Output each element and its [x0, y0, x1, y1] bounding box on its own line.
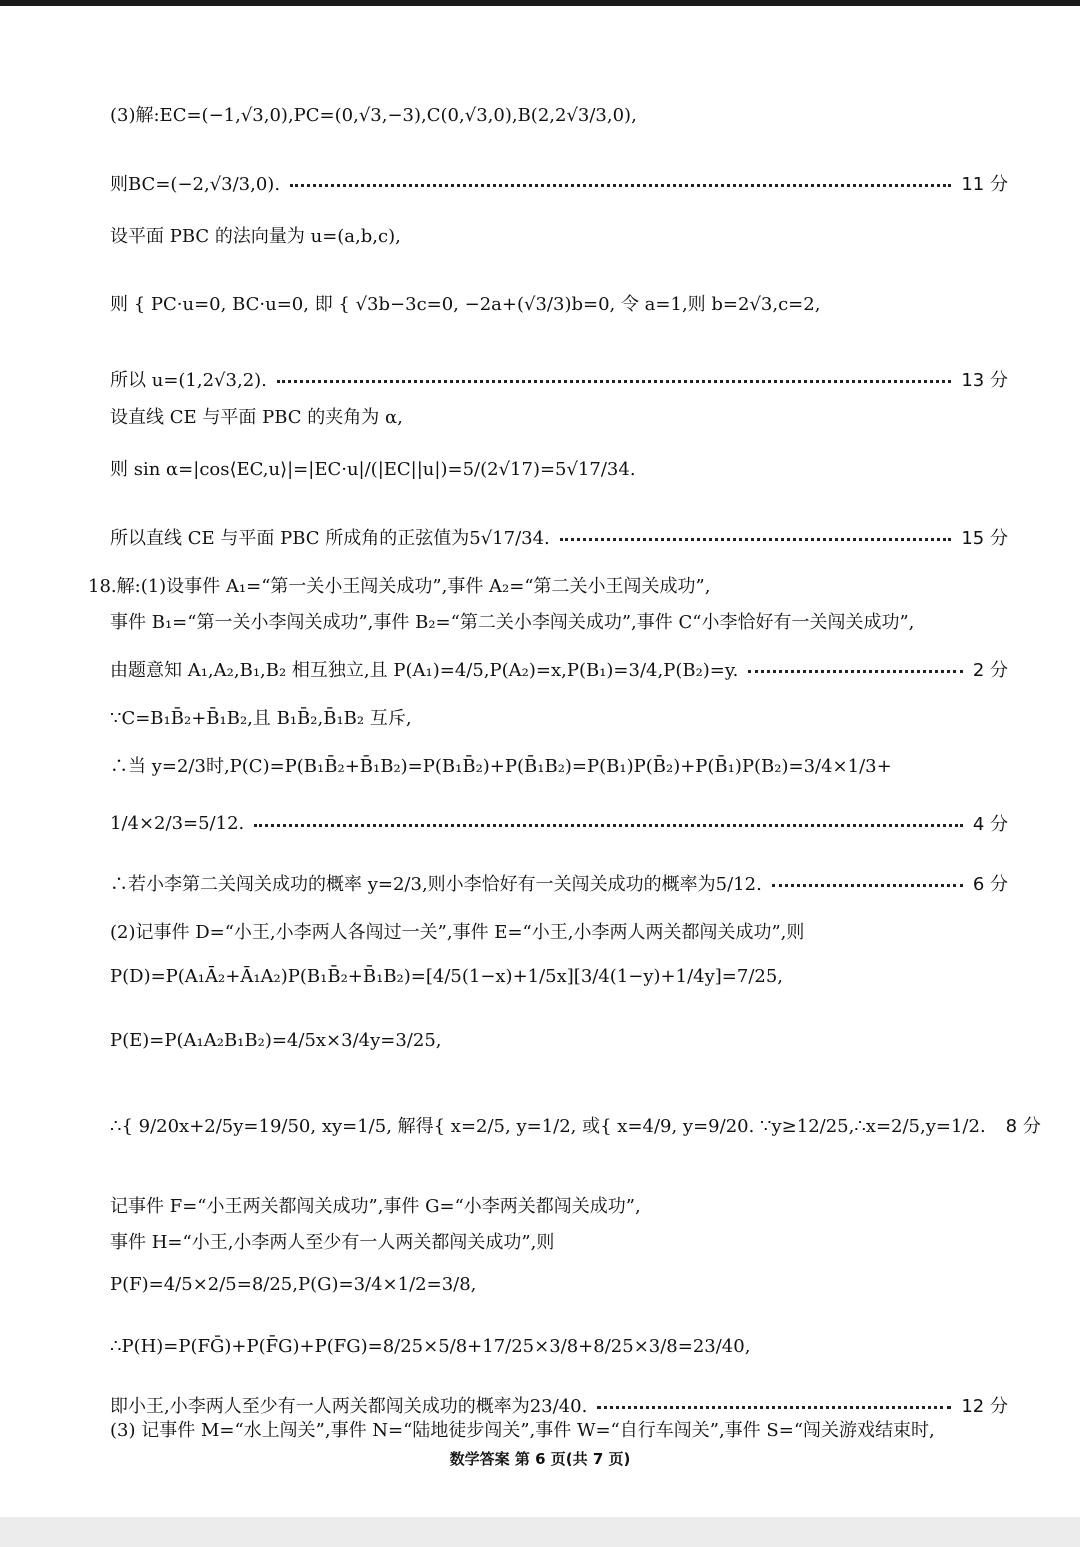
line-text: 则 sin α=|cos⟨EC,u⟩|=|EC·u|/(|EC||u|)=5/(2√17)=5√17/34.: [110, 459, 636, 480]
line-text: ∴若小李第二关闯关成功的概率 y=2/3,则小李恰好有一关闯关成功的概率为5/12.: [110, 874, 762, 895]
solution-line: [110, 170, 1008, 196]
line-text: 所以 u=(1,2√3,2).: [110, 370, 267, 391]
solution-line: [110, 870, 1008, 896]
line-text: 设平面 PBC 的法向量为 u=(a,b,c),: [110, 226, 401, 247]
line-text: (3) 记事件 M=“水上闯关”,事件 N=“陆地徒步闯关”,事件 W=“自行车闯关”,事件 S=“闯关游戏结束时,: [110, 1420, 935, 1441]
solution-line: [110, 1274, 1008, 1295]
solution-line: [110, 366, 1008, 392]
line-text: 事件 B₁=“第一关小李闯关成功”,事件 B₂=“第二关小李闯关成功”,事件 C“小李恰好有一关闯关成功”,: [110, 612, 915, 633]
line-text: (3)解:EC=(−1,√3,0),PC=(0,√3,−3),C(0,√3,0),B(2,2√3/3,0),: [110, 105, 637, 126]
solution-line: [110, 455, 1008, 481]
dot-leader: [748, 670, 962, 673]
dot-leader: [560, 538, 952, 541]
solution-line: [110, 290, 1008, 316]
line-text: 则 { PC·u=0, BC·u=0, 即 { √3b−3c=0, −2a+(√3/3)b=0, 令 a=1,则 b=2√3,c=2,: [110, 294, 821, 315]
solution-line: [110, 704, 1008, 730]
dot-leader: [277, 380, 951, 383]
line-text: P(E)=P(A₁A₂B₁B₂)=4/5x×3/4y=3/25,: [110, 1030, 442, 1051]
line-text: 1/4×2/3=5/12.: [110, 812, 245, 834]
line-text: ∴P(H)=P(FḠ)+P(F̄G)+P(FG)=8/25×5/8+17/25×3/8+8/25×3/8=23/40,: [110, 1336, 751, 1357]
score-label: 12 分: [961, 1396, 1008, 1417]
dot-leader: [290, 184, 951, 187]
solution-line: [110, 1192, 1008, 1218]
solution-line: [110, 222, 1008, 248]
solution-line: [110, 1030, 1008, 1051]
solution-line: [110, 656, 1008, 682]
solution-line: [110, 1228, 1008, 1254]
solution-line: [110, 524, 1008, 550]
line-text: 记事件 F=“小王两关都闯关成功”,事件 G=“小李两关都闯关成功”,: [110, 1196, 641, 1217]
line-text: 即小王,小李两人至少有一人两关都闯关成功的概率为23/40.: [110, 1396, 588, 1417]
line-text: ∴{ 9/20x+2/5y=19/50, xy=1/5, 解得{ x=2/5, y=1/2, 或{ x=4/9, y=9/20. ∵y≥12/25,∴x=2/5,y=1/2.: [110, 1116, 986, 1137]
solution-line: [110, 966, 1008, 987]
solution-line: [110, 1392, 1008, 1418]
dot-leader: [772, 884, 963, 887]
solution-line: [110, 1416, 1008, 1442]
score-label: 4 分: [972, 814, 1008, 835]
score-label: 11 分: [961, 174, 1008, 195]
page-footer: 数学答案 第 6 页(共 7 页): [449, 1450, 631, 1468]
score-label: 13 分: [961, 370, 1008, 391]
line-text: (2)记事件 D=“小王,小李两人各闯过一关”,事件 E=“小王,小李两人两关都闯关成功”,则: [110, 922, 805, 943]
solution-line: [110, 1112, 1041, 1138]
line-text: P(F)=4/5×2/5=8/25,P(G)=3/4×1/2=3/8,: [110, 1274, 477, 1295]
solution-line: [110, 918, 1008, 944]
line-text: ∵C=B₁B̄₂+B̄₁B₂,且 B₁B̄₂,B̄₁B₂ 互斥,: [110, 708, 412, 729]
solution-line: [110, 1336, 1008, 1357]
score-label: 6 分: [972, 874, 1008, 895]
line-text: ∴当 y=2/3时,P(C)=P(B₁B̄₂+B̄₁B₂)=P(B₁B̄₂)+P(B̄₁B₂)=P(B₁)P(B̄₂)+P(B̄₁)P(B₂)=3/4×1/3+: [110, 756, 892, 777]
line-text: 事件 H=“小王,小李两人至少有一人两关都闯关成功”,则: [110, 1232, 555, 1253]
solution-line: [110, 810, 1008, 836]
solution-line: [88, 572, 1008, 598]
line-text: 所以直线 CE 与平面 PBC 所成角的正弦值为5√17/34.: [110, 528, 550, 549]
solution-line: [110, 752, 1008, 778]
dot-leader: [597, 1406, 951, 1409]
score-label: 8 分: [1005, 1116, 1041, 1137]
solution-line: [110, 101, 1008, 127]
solution-line: [110, 403, 1008, 429]
line-text: P(D)=P(A₁Ā₂+Ā₁A₂)P(B₁B̄₂+B̄₁B₂)=[4/5(1−x)+1/5x][3/4(1−y)+1/4y]=7/25,: [110, 966, 784, 987]
line-text: 由题意知 A₁,A₂,B₁,B₂ 相互独立,且 P(A₁)=4/5,P(A₂)=x,P(B₁)=3/4,P(B₂)=y.: [110, 660, 739, 681]
line-text: 则BC=(−2,√3/3,0).: [110, 174, 281, 195]
score-label: 2 分: [972, 660, 1008, 681]
dot-leader: [254, 824, 963, 827]
score-label: 15 分: [961, 528, 1008, 549]
line-text: 设直线 CE 与平面 PBC 的夹角为 α,: [110, 407, 403, 428]
solution-line: [110, 608, 1008, 634]
bottom-edge-shade: [0, 1517, 1080, 1547]
line-text: 18.解:(1)设事件 A₁=“第一关小王闯关成功”,事件 A₂=“第二关小王闯关成功”,: [88, 576, 711, 597]
